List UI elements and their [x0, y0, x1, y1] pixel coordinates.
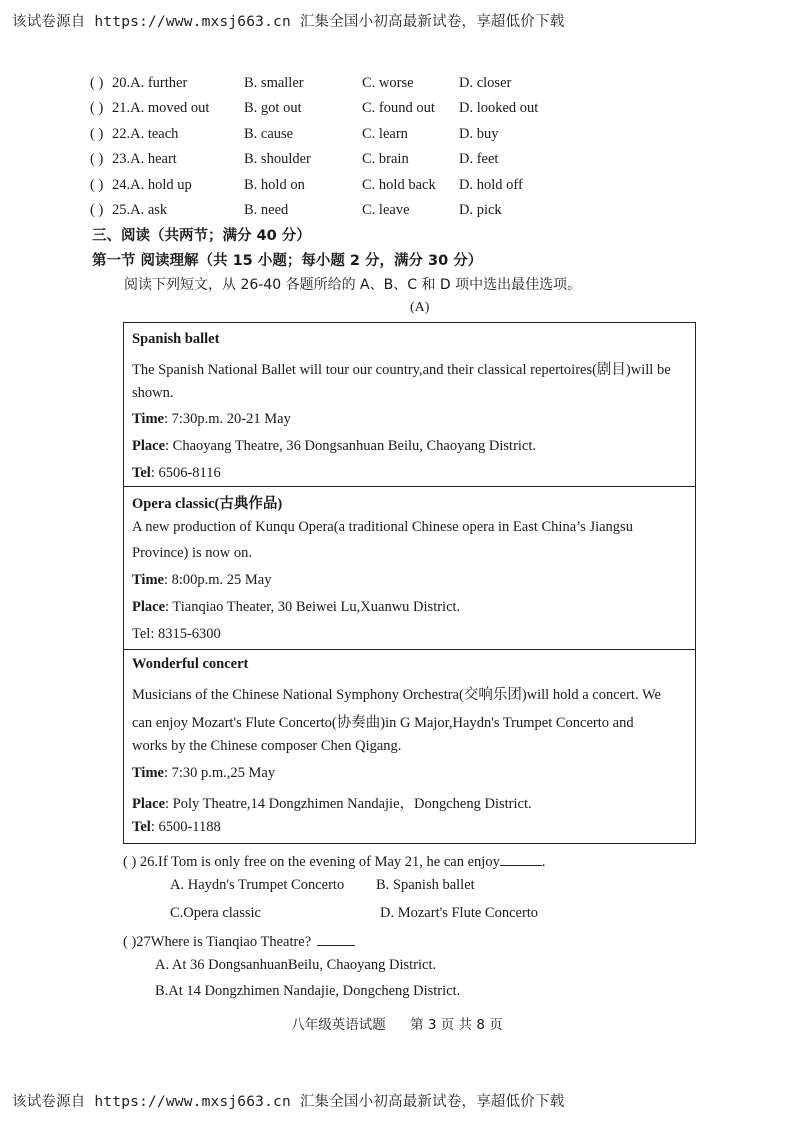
option-d: D. closer [459, 75, 512, 91]
answer-paren: ( ) [90, 126, 104, 142]
footer-page-number: 第 3 页 共 8 页 [410, 1017, 503, 1033]
section-title: 三、阅读（共两节；满分 40 分） [92, 228, 311, 244]
event-title: Spanish ballet [132, 331, 220, 347]
option-d: D. pick [459, 202, 502, 218]
event-desc: shown. [132, 385, 174, 401]
event-title: Opera classic(古典作品) [132, 496, 283, 512]
question-26: ( ) 26.If Tom is only free on the evening of May 21, he can enjoy . [123, 851, 545, 871]
option-a: 25.A. ask [112, 202, 168, 218]
answer-paren: ( ) [90, 151, 104, 167]
event-table [123, 322, 696, 844]
option-b: B. hold on [244, 177, 305, 193]
page-footer [0, 1013, 794, 1033]
watermark-bottom: 该试卷源自 https://www.mxsj663.cn 汇集全国小初高最新试卷，享超低价下载 [12, 1094, 565, 1110]
option-c: C. worse [362, 75, 414, 91]
option-d: D. Mozart's Flute Concerto [380, 905, 539, 921]
option-c: C. learn [362, 126, 408, 142]
event-tel: Tel: 8315-6300 [132, 626, 221, 642]
option-c: C. hold back [362, 177, 436, 193]
option-b: B. shoulder [244, 151, 311, 167]
option-a: 23.A. heart [112, 151, 177, 167]
event-time: Time: 8:00p.m. 25 May [132, 572, 272, 588]
option-b: B. got out [244, 100, 302, 116]
event-desc: Musicians of the Chinese National Symphony Orchestra(交响乐团)will hold a concert. We [132, 687, 661, 703]
event-place: Place: Tianqiao Theater, 30 Beiwei Lu,Xuanwu District. [132, 599, 461, 615]
event-desc: The Spanish National Ballet will tour our country,and their classical repertoires(剧目)will be [132, 362, 671, 378]
event-place: Place: Chaoyang Theatre, 36 Dongsanhuan Beilu, Chaoyang District. [132, 438, 537, 454]
answer-blank [317, 931, 355, 946]
event-time: Time: 7:30p.m. 20-21 May [132, 411, 291, 427]
option-c: C. leave [362, 202, 410, 218]
event-time: Time: 7:30 p.m.,25 May [132, 765, 276, 781]
option-d: D. looked out [459, 100, 539, 116]
event-desc: A new production of Kunqu Opera(a traditional Chinese opera in East China’s Jiangsu [132, 519, 633, 535]
option-a: A. At 36 DongsanhuanBeilu, Chaoyang District. [155, 957, 437, 973]
answer-blank [500, 851, 542, 866]
event-cell-ballet [124, 323, 695, 487]
footer-subject: 八年级英语试题 [291, 1017, 386, 1033]
answer-paren: ( ) [90, 100, 104, 116]
event-tel: Tel: 6506-8116 [132, 465, 221, 481]
passage-label: (A) [410, 300, 430, 315]
answer-paren: ( ) [90, 202, 104, 218]
option-d: D. buy [459, 126, 499, 142]
section-part-title: 第一节 阅读理解（共 15 小题；每小题 2 分，满分 30 分） [92, 253, 483, 269]
event-desc: works by the Chinese composer Chen Qigang. [132, 738, 402, 754]
option-c: C. brain [362, 151, 409, 167]
event-cell-concert [124, 649, 695, 843]
event-cell-opera [124, 486, 695, 650]
option-b: B. need [244, 202, 289, 218]
option-c: C.Opera classic [170, 905, 261, 921]
event-place: Place: Poly Theatre,14 Dongzhimen Nandajie，Dongcheng District. [132, 796, 532, 812]
watermark-top: 该试卷源自 https://www.mxsj663.cn 汇集全国小初高最新试卷，享超低价下载 [12, 14, 565, 30]
option-a: 20.A. further [112, 75, 188, 91]
answer-paren: ( ) [90, 177, 104, 193]
instruction: 阅读下列短文，从 26-40 各题所给的 A、B、C 和 D 项中选出最佳选项。 [124, 277, 582, 293]
question-27: ( )27Where is Tianqiao Theatre? [123, 931, 355, 951]
event-desc: Province) is now on. [132, 545, 253, 561]
option-d: D. hold off [459, 177, 523, 193]
option-a: A. Haydn's Trumpet Concerto [170, 877, 345, 893]
option-b: B.At 14 Dongzhimen Nandajie, Dongcheng District. [155, 983, 461, 999]
option-c: C. found out [362, 100, 435, 116]
option-a: 21.A. moved out [112, 100, 210, 116]
event-desc: can enjoy Mozart's Flute Concerto(协奏曲)in G Major,Haydn's Trumpet Concerto and [132, 715, 634, 731]
event-tel: Tel: 6500-1188 [132, 819, 221, 835]
option-a: 22.A. teach [112, 126, 179, 142]
option-d: D. feet [459, 151, 499, 167]
event-title: Wonderful concert [132, 656, 249, 672]
option-b: B. cause [244, 126, 294, 142]
option-a: 24.A. hold up [112, 177, 192, 193]
answer-paren: ( ) [90, 75, 104, 91]
option-b: B. Spanish ballet [376, 877, 475, 893]
option-b: B. smaller [244, 75, 304, 91]
